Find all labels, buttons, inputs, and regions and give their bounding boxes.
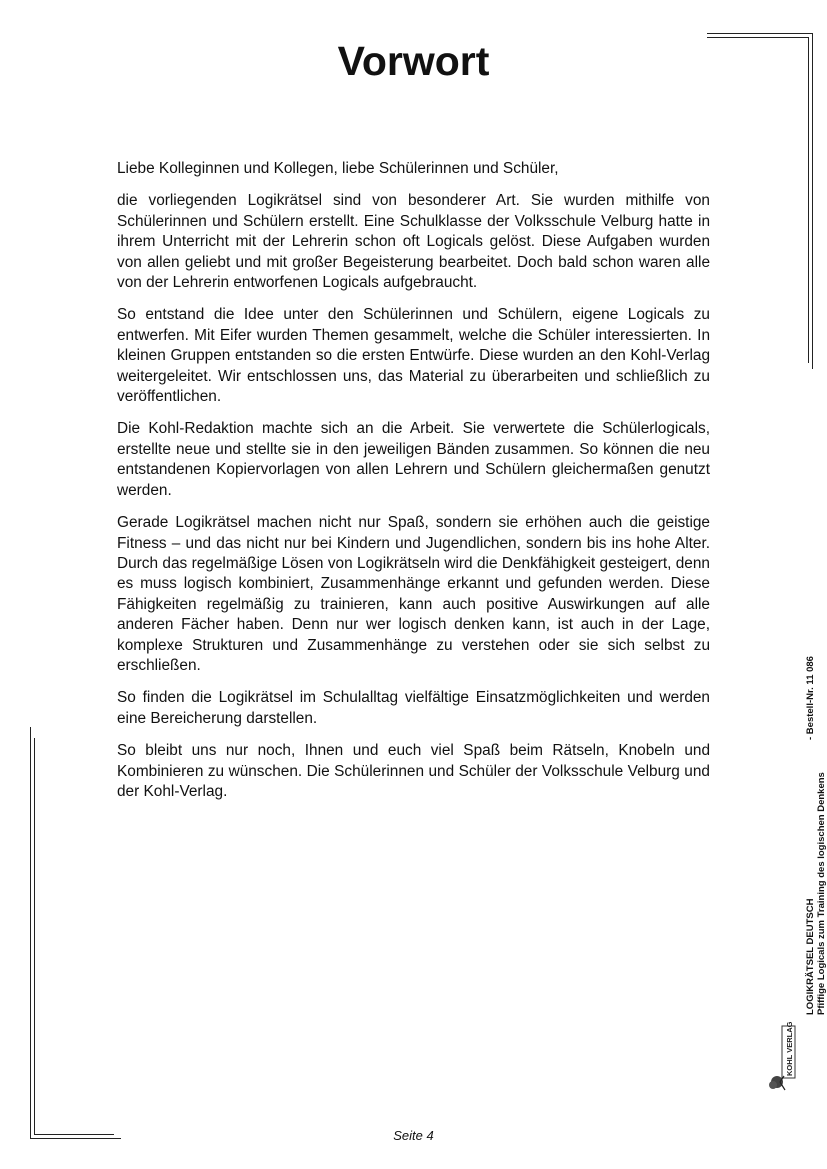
salutation: Liebe Kolleginnen und Kollegen, liebe Schülerinnen und Schüler, <box>117 160 559 177</box>
foreword-text <box>117 159 710 814</box>
logo-text: KOHL VERLAG <box>785 1022 794 1076</box>
page-number: Seite 4 <box>393 1128 434 1143</box>
series-subtitle: Pfiffige Logicals zum Training des logischen Denkens <box>816 772 827 1015</box>
series-label <box>805 772 827 1015</box>
frame-bottom-left-outer-v <box>30 727 31 1139</box>
page-title: Vorwort <box>337 38 490 84</box>
frame-bottom-left-inner-v <box>34 738 35 1135</box>
frame-top-right-outer-h <box>707 33 813 34</box>
paragraph-origin: die vorliegenden Logikrätsel sind von besonderer Art. Sie wurden mithilfe von Schülerinnen und Schülern erstellt. Eine Schulklasse der Volksschule Velburg hatte in ihrem Unterricht mit der Lehrerin schon oft Logicals gelöst. Diese Aufgaben wurden von allen geliebt und mit großer Begeisterung bearbeitet. Doch bald schon waren alle von der Lehrerin entworfenen Logicals aufgebraucht. <box>117 192 710 292</box>
frame-top-right-inner-h <box>707 37 809 38</box>
paragraph-editorial: Die Kohl-Redaktion machte sich an die Arbeit. Sie verwertete die Schülerlogicals, erstellte neue und stellte sie in den jeweiligen Bänden zusammen. So können die neu entstandenen Kopiervorlagen von allen Lehrern und Schülern gleichermaßen genutzt werden. <box>117 420 710 499</box>
paragraph-benefits: Gerade Logikrätsel machen nicht nur Spaß, sondern sie erhöhen auch die geistige Fitness – und das nicht nur bei Kindern und Jugendlichen, sondern bis ins hohe Alter. Durch das regelmäßige Lösen von Logikrätseln wird die Denkfähigkeit gesteigert, denn es muss logisch kombiniert, Zusammenhänge erkannt und gefunden werden. Diese Fähigkeiten regelmäßig zu trainieren, kann auch positive Auswirkungen auf alle anderen Fächer haben. Denn nur wer logisch denken kann, ist auch in der Lage, komplexe Strukturen und Zusammenhänge zu verstehen oder sie sich selbst zu erschließen. <box>117 514 710 674</box>
frame-top-right-inner-v <box>808 37 809 363</box>
frame-top-right-outer-v <box>812 33 813 369</box>
order-number: - Bestell-Nr. 11 086 <box>805 656 816 740</box>
paragraph-usage: So finden die Logikrätsel im Schulalltag vielfältige Einsatzmöglichkeiten und werden eine Bereicherung darstellen. <box>117 689 710 727</box>
series-title: LOGIKRÄTSEL DEUTSCH <box>805 898 816 1015</box>
paragraph-idea: So entstand die Idee unter den Schülerinnen und Schülern, eigene Logicals zu entwerfen. Mit Eifer wurden Themen gesammelt, welche die Schüler interessierten. In kleinen Gruppen entstanden so die ersten Entwürfe. Diese wurden an den Kohl-Verlag weitergeleitet. Wir entschlossen uns, das Material zu überarbeiten und schließlich zu veröffentlichen. <box>117 306 710 406</box>
kohl-verlag-logo-icon <box>768 1022 798 1094</box>
paragraph-closing: So bleibt uns nur noch, Ihnen und euch viel Spaß beim Rätseln, Knobeln und Kombinieren zu wünschen. Die Schülerinnen und Schüler der Volksschule Velburg und der Kohl-Verlag. <box>117 742 710 800</box>
